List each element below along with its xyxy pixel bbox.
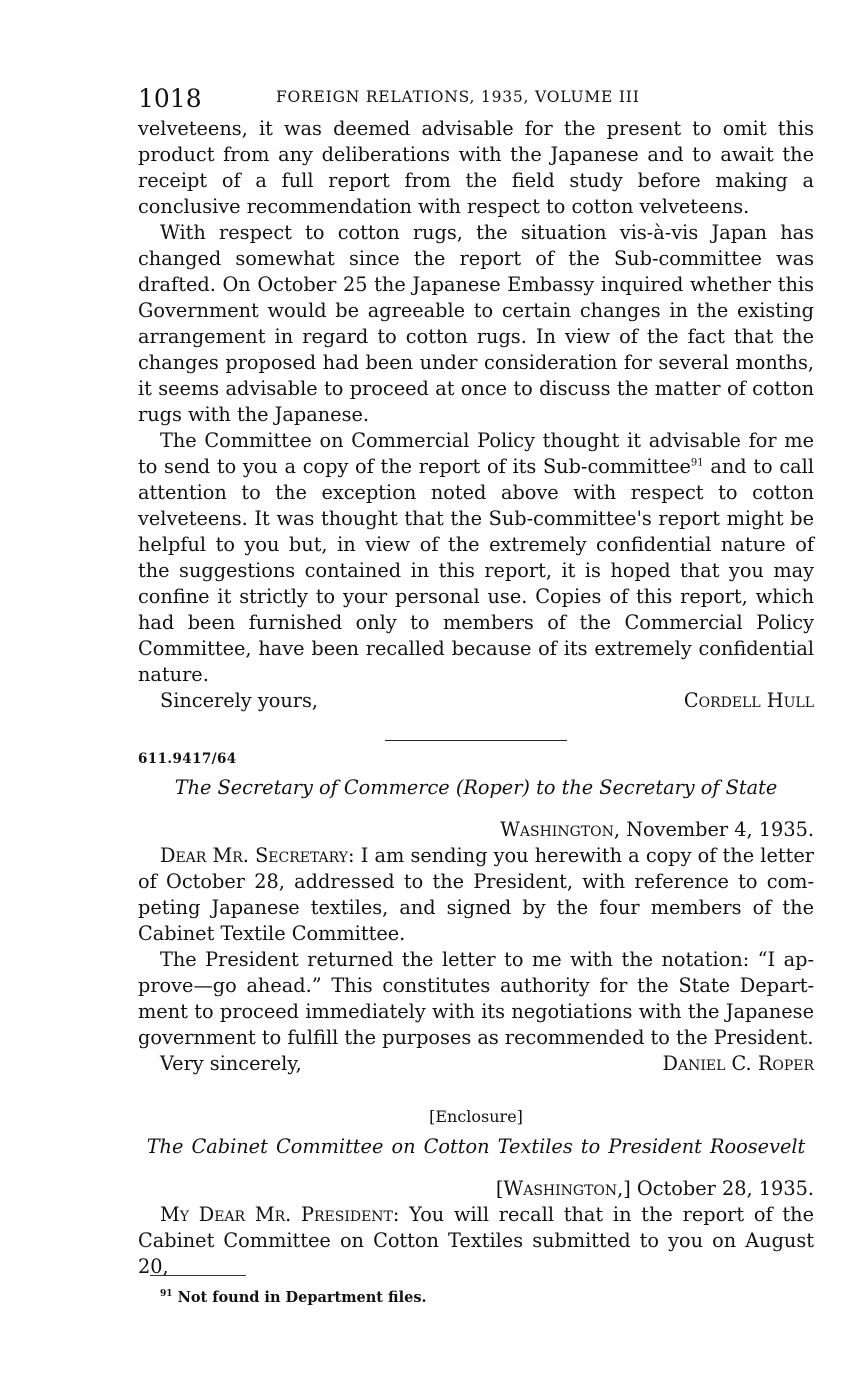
paragraph-text-a: The Committee on Commercial Policy thought it advisable for me to send to you a copy of the report of its Sub-committee	[138, 429, 814, 478]
salutation: My Dear Mr. President	[160, 1203, 393, 1226]
paragraph-text: : You will recall that in the report of the Cabinet Committee on Cotton Textiles submitted to you on August 20,	[138, 1203, 814, 1278]
enclosure-label: [Enclosure]	[429, 1107, 523, 1126]
paragraph-text: : I am sending you herewith a copy of the letter of October 28, addressed to the President, with reference to competing Japanese textiles, and signed by the four members of the Cabinet Textile Committee.	[138, 844, 815, 945]
salutation: Dear Mr. Secretary	[160, 844, 349, 867]
file-number: 611.9417/64	[138, 751, 237, 767]
paragraph-velveteens: velveteens, it was deemed advisable for the present to omit this product from any deliberations with the Japanese and to await the receipt of a full report from the field study before making a conclusive recommendation with respect to cotton velveteens.	[138, 117, 814, 218]
document-title: The Cabinet Committee on Cotton Textiles to President Roosevelt	[146, 1135, 806, 1158]
document-page	[138, 80, 814, 1280]
footnote-divider	[150, 1275, 246, 1276]
dateline-place: Washington	[503, 1177, 618, 1200]
page-number: 1018	[138, 84, 202, 113]
closing: Very sincerely,	[160, 1052, 302, 1075]
closing: Sincerely yours,	[160, 689, 318, 712]
dateline-place: Washington	[500, 818, 614, 841]
paragraph-president-approval: The President returned the letter to me with the notation: “I approve—go ahead.” This constitutes authority for the State Department to proceed immediately with its negotiations with the Japanese government to fulfill the purposes as recommended to the President.	[138, 948, 814, 1049]
signature: Cordell Hull	[683, 689, 814, 712]
dateline	[138, 1176, 814, 1202]
document-title: The Secretary of Commerce (Roper) to the Secretary of State	[174, 776, 778, 799]
footnote-text: Not found in Department files.	[172, 1289, 427, 1306]
footnote	[160, 1289, 427, 1306]
paragraph-committee-report	[138, 428, 814, 688]
section-divider	[385, 740, 567, 741]
signature: Daniel C. Roper	[662, 1052, 814, 1075]
letter-hull	[138, 116, 814, 714]
footnote-marker: 91	[160, 1289, 173, 1300]
paragraph-cotton-rugs: With respect to cotton rugs, the situation vis-à-vis Japan has changed somewhat since the report of the Sub-committee was drafted. On October 25 the Japanese Embassy inquired whether this Government would be agreeable to certain changes in the existing arrangement in regard to cotton rugs. In view of the fact that the changes proposed had been under consideration for several months, it seems advisable to proceed at once to discuss the matter of cotton rugs with the Japanese.	[138, 221, 814, 426]
running-head	[138, 80, 814, 116]
closing-row	[138, 1051, 814, 1077]
paragraph-recall-report	[138, 1202, 814, 1280]
enclosure	[138, 1107, 814, 1280]
paragraph-text-b: and to call attention to the exception noted above with respect to cotton velveteens. It was thought that the Sub-committee's report might be helpful to you but, in view of the extremely confidential nature of the suggestions contained in this report, it is hoped that you may confine it strictly to your personal use. Copies of this report, which had been furnished only to members of the Commercial Policy Committee, have been recalled because of its extremely confidential nature.	[138, 455, 814, 686]
dateline-date: ,] October 28, 1935.	[617, 1177, 814, 1200]
closing-row	[138, 688, 814, 714]
footnote-reference: 91	[690, 457, 704, 469]
dateline	[138, 817, 814, 843]
dateline-open: [	[495, 1177, 504, 1200]
paragraph-sending-letter	[138, 843, 814, 947]
letter-roper	[138, 751, 814, 1077]
running-head-title: FOREIGN RELATIONS, 1935, VOLUME III	[276, 88, 640, 106]
dateline-date: , November 4, 1935.	[613, 818, 814, 841]
